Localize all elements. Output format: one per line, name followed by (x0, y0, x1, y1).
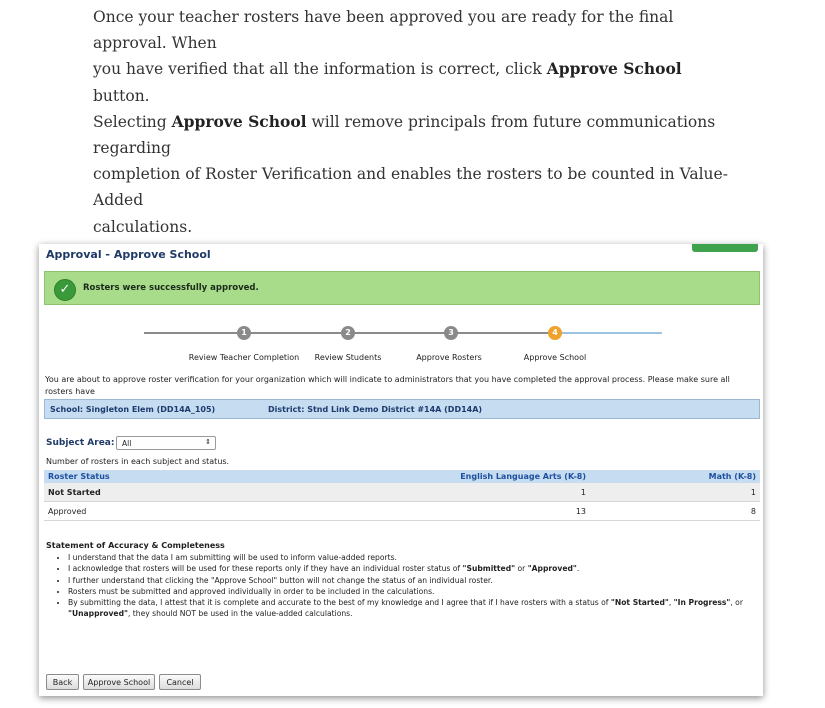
intro-line-text: Once your teacher rosters have been approved you are ready for the final approval. When (93, 8, 674, 53)
approve-school-panel (39, 244, 763, 696)
statement-bold: "Submitted" (462, 564, 516, 574)
statement-text: I further understand that clicking the "Approve School" button will not change the status of an individual roster. (68, 575, 493, 585)
step-label-review-teacher-completion: Review Teacher Completion (188, 353, 300, 362)
rosters-note: Number of rosters in each subject and status. (46, 457, 230, 466)
intro-line (93, 161, 733, 213)
status-cell: Not Started (44, 483, 352, 502)
statement-text: By submitting the data, I attest that it is complete and accurate to the best of my knowledge and I agree that if I have rosters with a status of (68, 598, 611, 608)
success-message: Rosters were successfully approved. (83, 283, 259, 293)
column-header-math: Math (K-8) (590, 470, 760, 483)
statement-title: Statement of Accuracy & Completeness (46, 541, 225, 550)
back-button[interactable]: Back (46, 674, 79, 690)
intro-line-text: calculations. (93, 217, 193, 236)
statement-text: , they should NOT be used in the value-added calculations. (127, 609, 353, 619)
school-name: School: Singleton Elem (DD14A_105) (50, 405, 216, 414)
panel-title: Approval - Approve School (46, 248, 211, 261)
column-header-roster-status: Roster Status (44, 470, 352, 483)
intro-line (93, 56, 733, 108)
statement-text: I understand that the data I am submitting will be used to inform value-added reports. (68, 553, 397, 562)
approve-school-button[interactable]: Approve School (83, 674, 155, 690)
status-cell: Approved (44, 502, 352, 521)
intro-line-text: button. (93, 86, 150, 105)
success-banner (44, 271, 760, 305)
step-3-icon: 3 (444, 326, 458, 340)
step-label-approve-rosters: Approve Rosters (416, 353, 482, 362)
intro-bold-approve-school: Approve School (171, 111, 307, 131)
statement-item (68, 597, 768, 620)
table-header-row (44, 470, 760, 483)
intro-line-text: Selecting (93, 112, 172, 131)
intro-line (93, 214, 733, 240)
statement-item (68, 563, 768, 574)
statement-text: or (515, 564, 528, 574)
math-count-cell: 8 (590, 502, 760, 521)
ela-count-cell: 1 (352, 483, 590, 502)
intro-line-text: will remove principals from future communications regarding (93, 112, 716, 158)
help-tab[interactable] (692, 244, 758, 252)
subject-area-select[interactable] (116, 436, 216, 450)
stepper-line (245, 332, 550, 334)
stepper-line (550, 332, 662, 334)
checkmark-icon: ✓ (54, 279, 76, 301)
intro-bold-approve-school: Approve School (546, 59, 682, 79)
table-row (44, 483, 760, 502)
statement-text: . (576, 564, 580, 574)
statement-bold: "Not Started" (610, 598, 669, 608)
statement-bold: "Unapproved" (68, 609, 128, 619)
statement-item (68, 586, 768, 597)
table-row (44, 502, 760, 521)
ela-count-cell: 13 (352, 502, 590, 521)
intro-line-text: completion of Roster Verification and enables the rosters to be counted in Value-Added (93, 165, 728, 210)
statement-item (68, 552, 768, 563)
stepper-line (144, 332, 244, 334)
intro-text (93, 4, 733, 240)
statement-item (68, 575, 768, 586)
select-arrows-icon: ⇕ (205, 438, 211, 446)
statement-text: , or (730, 598, 743, 608)
roster-status-table (44, 470, 760, 521)
statement-text: Rosters must be submitted and approved individually in order to be included in the calculations. (68, 586, 435, 596)
instructions-line: You are about to approve roster verification for your organization which will indicate to administrators that you have completed the approval process. Please make sure all rosters have (45, 375, 730, 396)
statement-text: , (668, 598, 674, 608)
step-label-review-students: Review Students (314, 353, 382, 362)
intro-line (93, 4, 733, 56)
statement-list (59, 552, 768, 620)
statement-bold: "Approved" (527, 564, 577, 574)
step-1-icon: 1 (237, 326, 251, 340)
column-header-ela: English Language Arts (K-8) (352, 470, 590, 483)
step-2-icon: 2 (341, 326, 355, 340)
step-4-icon: 4 (548, 326, 562, 340)
subject-area-value: All (122, 439, 132, 448)
intro-line (93, 109, 733, 161)
district-name: District: Stnd Link Demo District #14A (DD14A) (268, 405, 483, 414)
math-count-cell: 1 (590, 483, 760, 502)
subject-area-label: Subject Area: (46, 438, 115, 448)
statement-bold: "In Progress" (673, 598, 731, 608)
intro-line-text: you have verified that all the information is correct, click (93, 60, 547, 79)
step-label-approve-school: Approve School (523, 353, 587, 362)
statement-text: I acknowledge that rosters will be used for these reports only if they have an individual roster status of (68, 564, 463, 574)
cancel-button[interactable]: Cancel (159, 674, 201, 690)
school-info-bar (44, 399, 760, 419)
